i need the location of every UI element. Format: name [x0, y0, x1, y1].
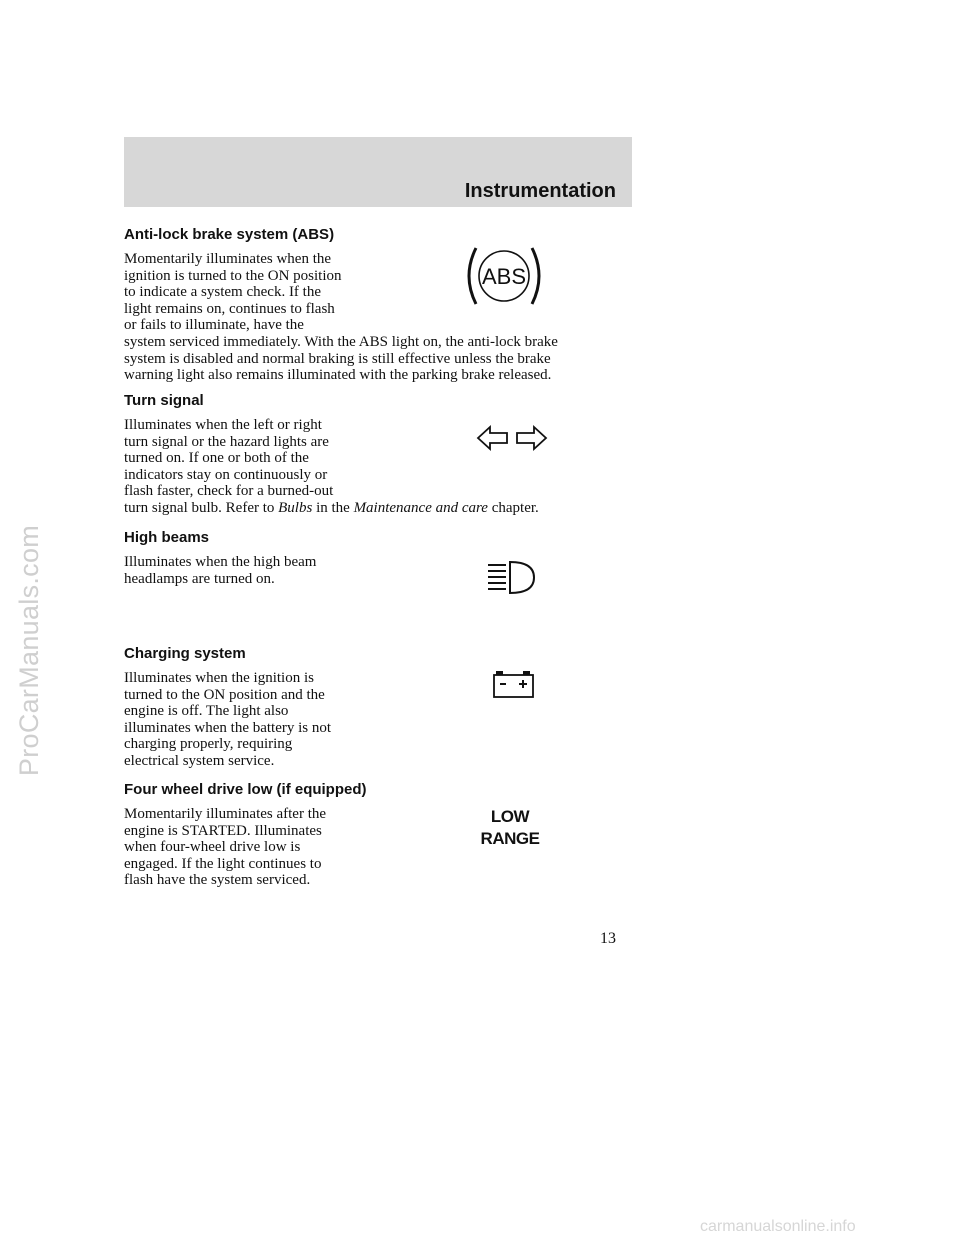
- side-watermark: ProCarManuals.com: [14, 524, 45, 776]
- section-body: Illuminates when the left or right turn signal or the hazard lights are turned on. If one or both of the indicators stay on continuously or flash faster, check for a burned-out turn signal bulb. Refer to Bulbs in the Maintenance and care chapter.: [124, 417, 539, 516]
- turn-signal-arrows-icon: [476, 424, 548, 452]
- section-body: Momentarily illuminates after the engine is STARTED. Illuminates when four-wheel drive low is engaged. If the light continues to flash have the system serviced.: [124, 806, 327, 889]
- low-range-icon: LOW RANGE: [480, 807, 540, 848]
- section-body: Momentarily illuminates when the ignition is turned to the ON position to indicate a system check. If the light remains on, continues to flash or fails to illuminate, have the system serviced immediately. With the ABS light on, the anti-lock brake system is disabled and normal braking is still effective unless the brake warning light also remains illuminated with the parking brake released.: [124, 251, 558, 384]
- section-heading: Charging system: [124, 645, 246, 662]
- section-heading: Anti-lock brake system (ABS): [124, 226, 335, 243]
- section-body: Illuminates when the high beam headlamps are turned on.: [124, 554, 317, 587]
- section-charging-system: [124, 645, 632, 770]
- section-high-beams: [124, 529, 632, 587]
- chapter-title: Instrumentation: [464, 180, 616, 202]
- section-abs: [124, 226, 632, 384]
- page-number: 13: [600, 930, 616, 947]
- footer-watermark: carmanualsonline.info: [700, 1218, 856, 1235]
- abs-icon-label: ABS: [481, 264, 527, 289]
- section-heading: Turn signal: [124, 392, 204, 409]
- chapter-header: [124, 137, 632, 207]
- section-turn-signal: [124, 392, 632, 517]
- high-beam-icon: [486, 560, 540, 596]
- abs-warning-icon: [464, 240, 544, 312]
- section-body: Illuminates when the ignition is turned to the ON position and the engine is off. The light also illuminates when the battery is not charging properly, requiring electrical system service.: [124, 670, 332, 769]
- section-heading: High beams: [124, 529, 210, 546]
- cross-ref-chapter: Maintenance and care: [353, 499, 488, 516]
- section-four-wheel-drive-low: [124, 781, 632, 889]
- battery-icon: [492, 670, 536, 700]
- cross-ref-bulbs: Bulbs: [278, 499, 313, 516]
- section-heading: Four wheel drive low (if equipped): [124, 781, 367, 798]
